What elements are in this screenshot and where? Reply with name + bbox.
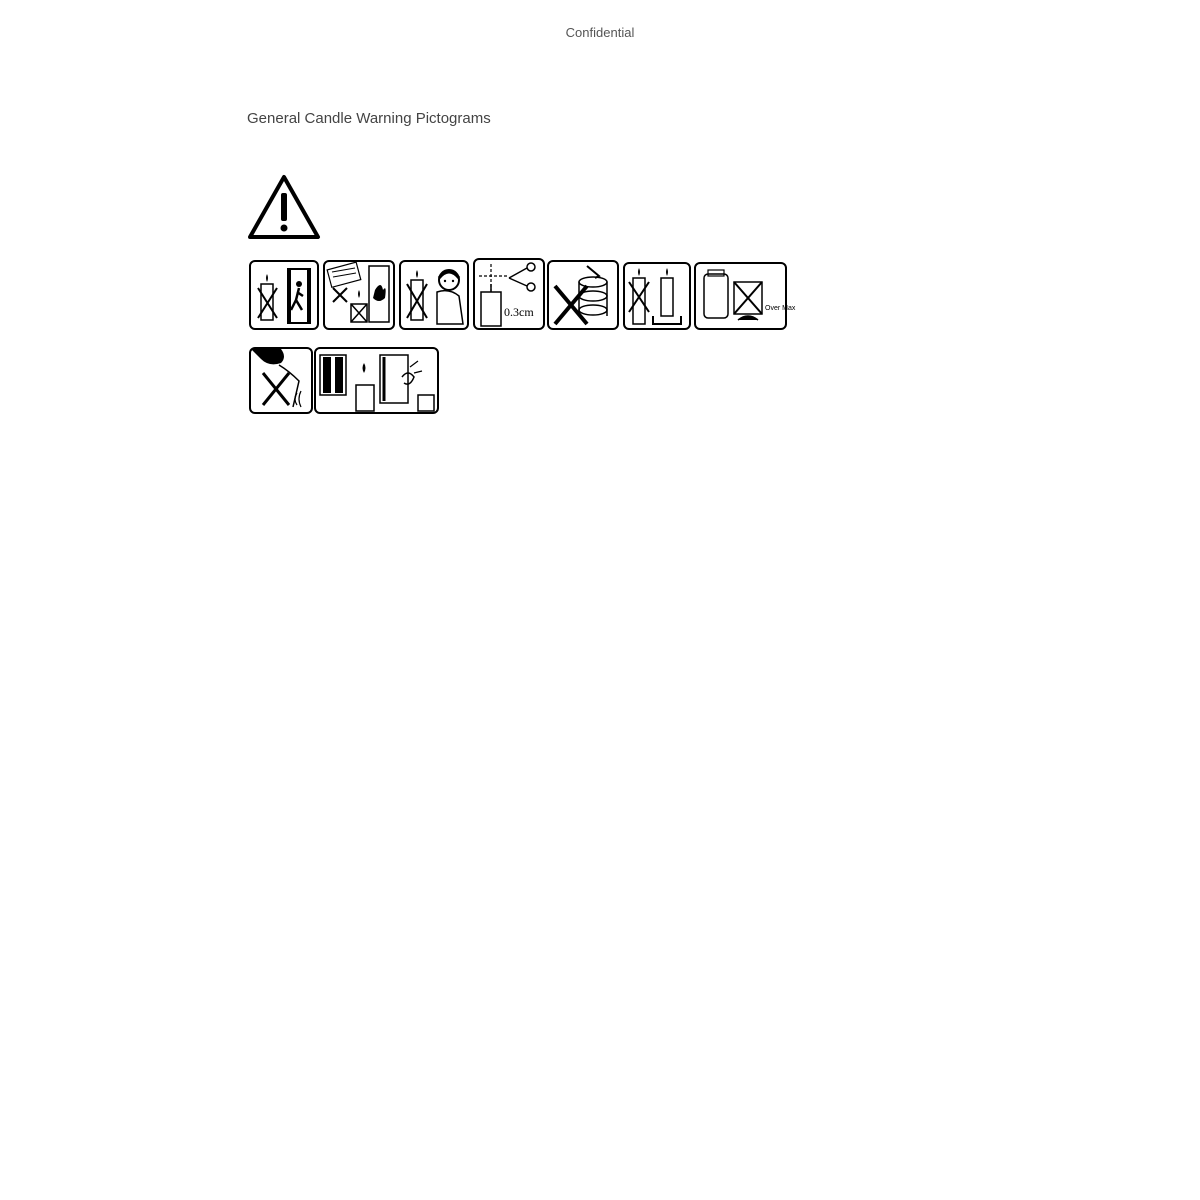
keep-distance-icon [623,262,691,330]
keep-away-from-curtains-icon [314,347,439,414]
no-flammable-objects-icon [323,260,395,330]
page-title: General Candle Warning Pictograms [247,110,491,127]
surface-label: Over Max [765,305,796,312]
warning-triangle-icon [246,173,322,241]
keep-from-children-icon [399,260,469,330]
do-not-blow-icon [249,347,313,414]
wick-length-label: 0.3cm [504,305,534,319]
trim-wick-icon [473,258,545,330]
confidential-header: Confidential [565,25,635,40]
no-draft-candle-icon [249,260,319,330]
heat-resistant-surface-icon [694,262,796,330]
no-stack-candles-icon [547,260,619,330]
